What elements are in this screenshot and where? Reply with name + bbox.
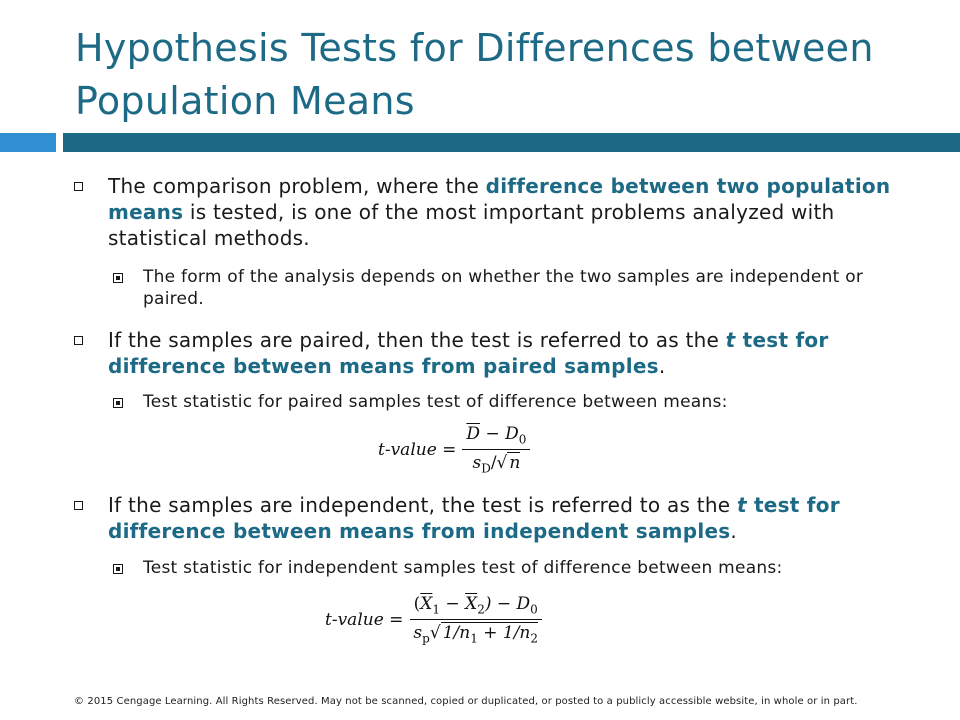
subscript: 2 xyxy=(477,602,485,617)
n1-term: 1/n xyxy=(442,623,471,644)
subbullet-paired-statistic xyxy=(113,391,913,413)
x2-bar: $\overline{X}$ xyxy=(465,594,478,614)
filled-square-bullet-icon xyxy=(113,398,123,408)
title-divider-bar xyxy=(63,133,960,152)
denominator xyxy=(468,450,524,475)
copyright-footer: © 2015 Cengage Learning. All Rights Reserved. May not be scanned, copied or duplicated, or posted to a publicly accessible website, in whole or in part. xyxy=(74,696,858,707)
subbullet-text: Test statistic for paired samples test of difference between means: xyxy=(143,392,728,412)
minus-d: − D xyxy=(480,424,519,444)
s-symbol: s xyxy=(472,453,482,474)
hollow-square-bullet-icon xyxy=(74,336,83,345)
formula-independent-t-value xyxy=(325,594,542,646)
title-divider-accent xyxy=(0,133,56,152)
bullet-comparison-problem xyxy=(74,173,924,251)
subscript: p xyxy=(422,631,430,646)
hollow-square-bullet-icon xyxy=(74,501,83,510)
slide-title: Hypothesis Tests for Differences between Population Means xyxy=(75,26,874,123)
minus-d: ) − D xyxy=(484,594,531,614)
n2-term: + 1/n xyxy=(477,623,531,644)
denominator xyxy=(409,620,542,645)
fraction xyxy=(409,594,542,646)
highlight-span: test for difference between means from paired samples xyxy=(108,328,829,378)
bullet-text xyxy=(108,327,924,379)
filled-square-bullet-icon xyxy=(113,564,123,574)
text-span: . xyxy=(658,354,666,378)
highlight-italic-span: t xyxy=(736,493,747,517)
text-span: is tested, is one of the most important problems analyzed with statistical methods. xyxy=(108,200,835,250)
bullet-paired-samples xyxy=(74,327,924,379)
hollow-square-bullet-icon xyxy=(74,182,83,191)
subbullet-text: The form of the analysis depends on whether the two samples are independent or paired. xyxy=(143,267,864,309)
highlight-span: difference between two population means xyxy=(108,174,891,224)
bullet-independent-samples xyxy=(74,492,924,544)
numerator xyxy=(410,594,542,620)
subscript: 1 xyxy=(432,602,441,617)
highlight-italic-span: t xyxy=(725,328,736,352)
subscript: 0 xyxy=(518,432,527,447)
minus-sign: − xyxy=(440,594,466,614)
subbullet-form-of-analysis xyxy=(113,266,913,310)
subscript: 1 xyxy=(470,631,478,646)
sqrt-icon: √ xyxy=(429,623,441,644)
paren: ( xyxy=(413,594,421,614)
formula-lhs: t-value = xyxy=(378,439,457,460)
d-bar: $\overline{D}$ xyxy=(466,424,481,444)
fraction xyxy=(462,424,530,476)
radicand xyxy=(441,622,539,646)
x1-bar: $\overline{X}$ xyxy=(420,594,433,614)
s-symbol: s xyxy=(413,623,423,644)
formula-paired-t-value xyxy=(378,424,530,476)
text-span: If the samples are independent, the test is referred to as the xyxy=(108,493,737,517)
numerator xyxy=(462,424,530,450)
n-symbol: n xyxy=(509,453,521,474)
bullet-text xyxy=(108,492,924,544)
subbullet-text: Test statistic for independent samples test of difference between means: xyxy=(143,558,783,578)
subscript: 2 xyxy=(530,631,539,646)
formula-lhs: t-value = xyxy=(325,609,404,630)
text-span: If the samples are paired, then the test is referred to as the xyxy=(108,328,726,352)
bullet-text xyxy=(108,173,924,251)
subbullet-independent-statistic xyxy=(113,557,913,579)
highlight-span: test for difference between means from independent samples xyxy=(108,493,840,543)
subscript: 0 xyxy=(530,602,538,617)
text-span: . xyxy=(730,519,738,543)
sqrt-symbol: /√ xyxy=(490,453,508,474)
filled-square-bullet-icon xyxy=(113,273,123,283)
text-span: The comparison problem, where the xyxy=(108,174,486,198)
subscript: D xyxy=(481,461,491,476)
